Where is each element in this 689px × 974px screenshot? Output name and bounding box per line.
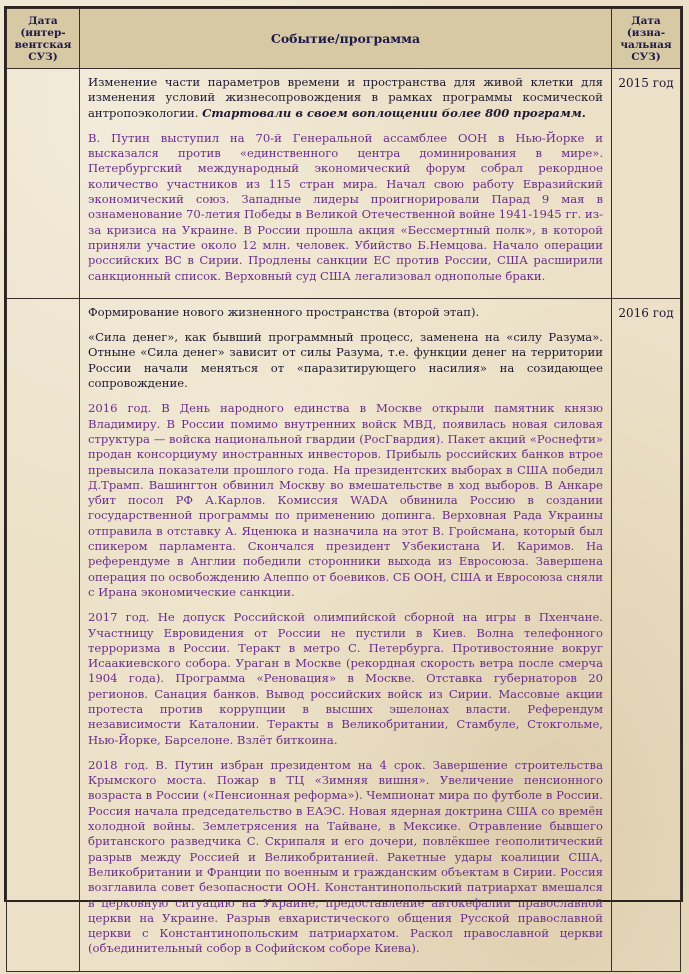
- header-date-original: Дата (изна-чальная СУЗ): [612, 9, 681, 69]
- events-paragraph-2018: 2018 год. В. Путин избран президентом на 4 срок. Завершение строительства Крымского моста. Пожар в ТЦ «Зимняя вишня». Увеличение пенсионного возраста в России («Пенсионная реформа»). Чемпионат мира по футболе в России. Россия начала председательство в ЕАЭС. Новая ядерная доктрина США со времён холодной войны. Землетрясения на Тайване, в Мексике. Отравление бывшего британского разведчика С. Скрипаля и его дочери, повлёкшее геополитический разрыв между Россией и Великобританией. Ракетные удары коалиции США, Великобритании и Франции по военным и гражданским объектам в Сирии. Россия возглавила совет безопасности ООН. Константинопольский патриархат вмешался в церковную ситуацию на Украине, предоставление автокефалии православной церкви на Украине. Разрыв евхаристического общения Русской православной церкви с Константинопольским патриархатом. Раскол православной церкви (объединительный собор в Софийском соборе Киева).: [88, 757, 603, 956]
- cell-events-2016: [80, 298, 612, 971]
- cell-year-2016: 2016 год: [612, 298, 681, 971]
- program-paragraph: «Сила денег», как бывший программный процесс, заменена на «силу Разума». Отныне «Сила денег» зависит от силы Разума, т.е. функции денег на территории России начали меняться от «паразитирующего насилия» на созидающее сопровождение.: [88, 330, 603, 391]
- cell-events-2015: [80, 69, 612, 299]
- program-text: Изменение части параметров времени и пространства для живой клетки для изменения условий жизнесопровождения в рамках программы космической антропоэкологии.: [88, 75, 603, 120]
- cell-year-2015: 2015 год: [612, 69, 681, 299]
- program-paragraph: [88, 75, 603, 121]
- events-paragraph-2016: 2016 год. В День народного единства в Москве открыли памятник князю Владимиру. В России помимо внутренних войск МВД, появилась новая силовая структура — войска национальной гвардии (РосГвардия). Пакет акций «Роснефти» продан консорциуму иностранных инвесторов. Прибыль российских банков втрое превысила показатели прошлого года. На президентских выборах в США победил Д.Трамп. Вашингтон обвинил Москву во вмешательстве в ход выборов. В Анкаре убит посол РФ А.Карлов. Комиссия WADA обвинила Россию в создании государственной программы по применению допинга. Верховная Рада Украины отправила в отставку А. Яценюка и назначила на этот В. Гройсмана, который был спикером парламента. Скончался президент Узбекистана И. Каримов. На референдуме в Англии победили сторонники выхода из Евросоюза. Завершена операция по освобождению Алеппо от боевиков. СБ ООН, США и Евросоюза сняли с Ирана экономические санкции.: [88, 401, 603, 599]
- header-date-interventional: Дата (интер-вентская СУЗ): [7, 9, 80, 69]
- cell-date-interventional-2016: [7, 298, 80, 971]
- program-bold-text: Стартовали в своем воплощении более 800 программ.: [202, 105, 586, 120]
- table-header-row: [7, 9, 681, 69]
- header-event-program: Событие/программа: [80, 9, 612, 69]
- chronology-table: [6, 8, 681, 972]
- program-paragraph: Формирование нового жизненного пространства (второй этап).: [88, 304, 480, 319]
- table-row-2015: [7, 69, 681, 299]
- events-paragraph: В. Путин выступил на 70-й Генеральной ассамблее ООН в Нью-Йорке и высказался против «единственного центра доминирования в мире». Петербургский международный экономический форум собрал рекордное количество участников из 115 стран мира. Начал свою работу Евразийский экономический союз. Западные лидеры проигнорировали Парад 9 мая в ознаменование 70-летия Победы в Великой Отечественной войне 1941-1945 гг. из-за кризиса на Украине. В России прошла акция «Бессмертный полк», в которой приняли участие около 12 млн. человек. Убийство Б.Немцова. Начало операции российских ВС в Сирии. Продлены санкции ЕС против России, США расширили санкционный список. Верховный суд США легализовал однополые браки.: [88, 130, 603, 283]
- cell-date-interventional-2015: [7, 69, 80, 299]
- events-paragraph-2017: 2017 год. Не допуск Российской олимпийской сборной на игры в Пхенчане. Участницу Евровидения от России не пустили в Киев. Волна телефонного терроризма в России. Теракт в метро С. Петербурга. Противостояние вокруг Исаакиевского собора. Ураган в Москве (рекордная скорость ветра после смерча 1904 года). Программа «Реновация» в Москве. Отставка губернаторов 20 регионов. Санация банков. Вывод российских войск из Сирии. Массовые акции протеста против коррупции в высших эшелонах власти. Референдум независимости Каталонии. Теракты в Великобритании, Стамбуле, Стокгольме, Нью-Йорке, Барселоне. Взлёт биткоина.: [88, 610, 603, 747]
- table-row-2016: [7, 298, 681, 971]
